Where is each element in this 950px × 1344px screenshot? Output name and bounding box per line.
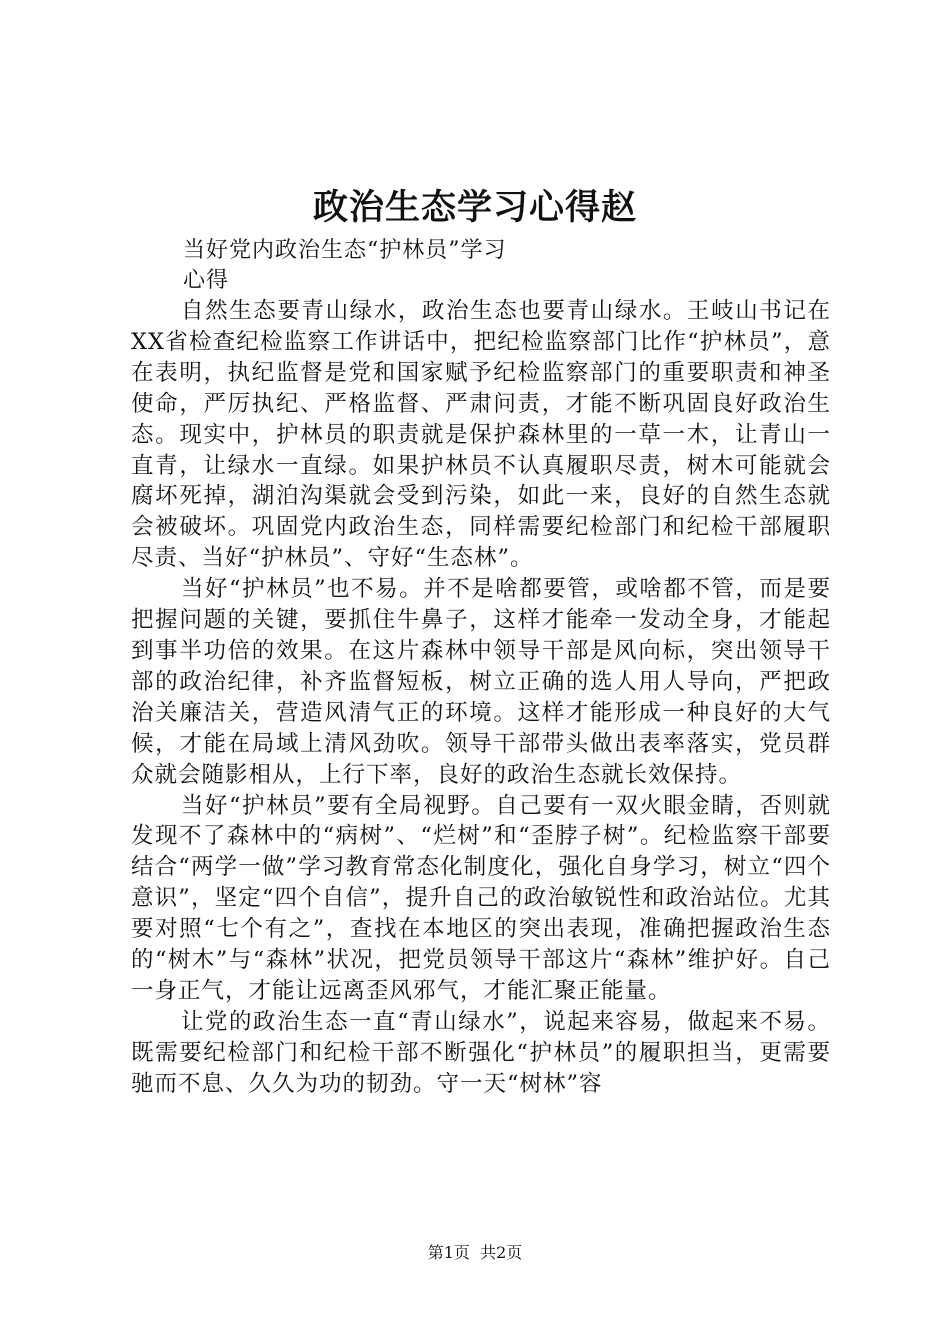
page-footer: 第1页 共2页 xyxy=(427,1243,523,1262)
paragraph-2: 当好“护林员”也不易。并不是啥都要管，或啥都不管，而是要把握问题的关键，要抓住牛鼻子，这样才能牵一发动全身，才能起到事半功倍的效果。在这片森林中领导干部是风向标，突出领导干部的政治纪律，补齐监督短板，树立正确的选人用人导向，严把政治关廉洁关，营造风清气正的环境。这样才能形成一种良好的大气候，才能在局域上清风劲吹。领导干部带头做出表率落实，党员群众就会随影相从，上行下率，良好的政治生态就长效保持。 xyxy=(131,576,831,788)
paragraph-1: 自然生态要青山绿水，政治生态也要青山绿水。王岐山书记在XX省检查纪检监察工作讲话中，把纪检监察部门比作“护林员”，意在表明，执纪监督是党和国家赋予纪检监察部门的重要职责和神圣使命，严厉执纪、严格监督、严肃问责，才能不断巩固良好政治生态。现实中，护林员的职责就是保护森林里的一草一木，让青山一直青，让绿水一直绿。如果护林员不认真履职尽责，树木可能就会腐坏死掉，湖泊沟渠就会受到污染，如此一来，良好的自然生态就会被破坏。巩固党内政治生态，同样需要纪检部门和纪检干部履职尽责、当好“护林员”、守好“生态林”。 xyxy=(131,298,831,572)
body-text xyxy=(131,296,831,1100)
paragraph-3: 当好“护林员”要有全局视野。自己要有一双火眼金睛，否则就发现不了森林中的“病树”、“烂树”和“歪脖子树”。纪检监察干部要结合“两学一做”学习教育常态化制度化，强化自身学习，树立“四个意识”，坚定“四个自信”，提升自己的政治敏锐性和政治站位。尤其要对照“七个有之”，查找在本地区的突出表现，准确把握政治生态的“树木”与“森林”状况，把党员领导干部这片“森林”维护好。自己一身正气，才能让远离歪风邪气，才能汇聚正能量。 xyxy=(131,792,831,1004)
subtitle-line-2: 心得 xyxy=(183,268,230,293)
page-title: 政治生态学习心得赵 xyxy=(312,187,637,228)
paragraph-4: 让党的政治生态一直“青山绿水”，说起来容易，做起来不易。既需要纪检部门和纪检干部不断强化“护林员”的履职担当，更需要驰而不息、久久为功的韧劲。守一天“树林”容 xyxy=(131,1008,831,1097)
subtitle-line-1: 当好党内政治生态“护林员”学习 xyxy=(183,238,507,263)
